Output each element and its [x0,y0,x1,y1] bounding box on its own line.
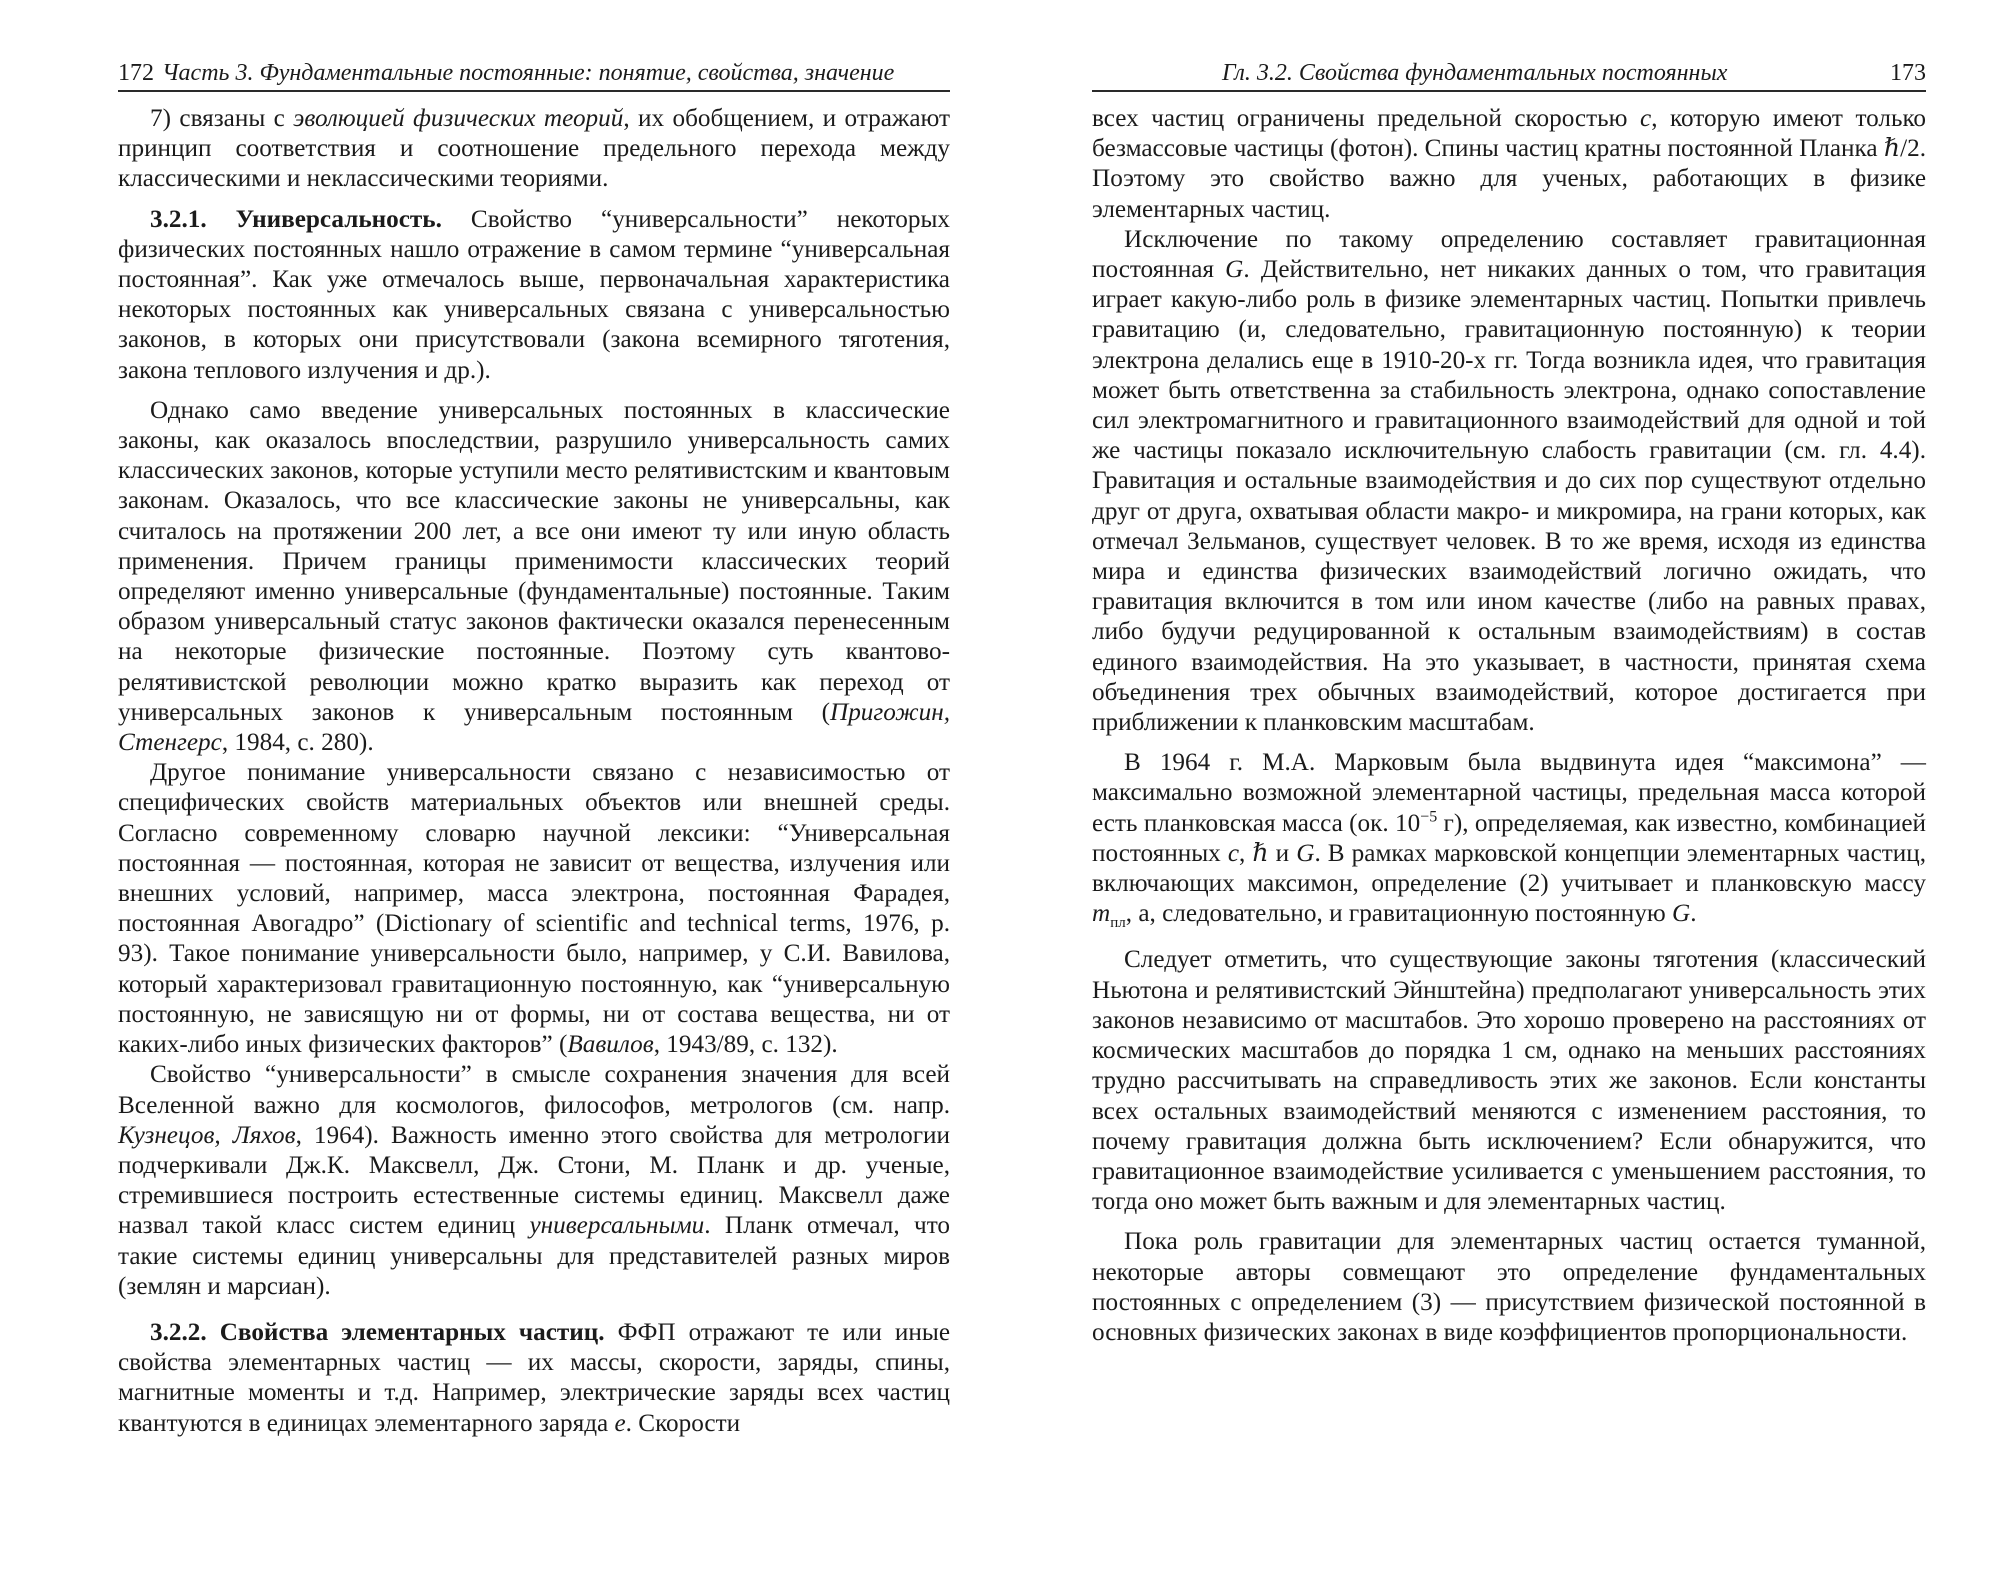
paragraph-gravity-laws: Следует отметить, что существующие законы тяготения (классический Ньютона и релятивистский Эйнштейна) предполагают универсальность этих законов независимо от масштабов. Это хорошо проверено на расстояниях от космических масштабов до порядка 1 см, однако на меньших расстояниях трудно рассчитывать на справедливость этих же законов. Если константы всех остальных взаимодействий меняются с изменением расстояния, то почему гравитация должна быть исключением? Если обнаружится, что гравитационное взаимодействие усиливается с уменьшением расстояния, то тогда оно может быть важным и для элементарных частиц. [1092,946,1926,1216]
right-running-title: Гл. 3.2. Свойства фундаментальных постоянных [1222,60,1728,86]
section-heading-universality: 3.2.1. Универсальность. [150,205,442,233]
section-3-2-1: 3.2.1. Универсальность. Свойство “универсальности” некоторых физических постоянных нашло отражение в самом термине “универсальная постоянная”. Как уже отмечалось выше, первоначальная характеристика некоторых постоянных как универсальных связана с универсальностью законов, в которых они присутствовали (закона всемирного тяготения, закона теплового излучения и др.). [118,205,951,384]
left-page [118,60,950,1439]
section-3-2-2: 3.2.2. Свойства элементарных частиц. ФФП отражают те или иные свойства элементарных частиц — их массы, скорости, заряды, спины, магнитные моменты и т.д. Например, электрические заряды всех частиц квантуются в единицах элементарного заряда e. Скорости [118,1318,950,1437]
right-page-number: 173 [1890,60,1926,86]
paragraph-gravity-role: Пока роль гравитации для элементарных частиц остается туманной, некоторые авторы совмещают это определение фундаментальных постоянных с определением (3) — присутствием физической постоянной в основных физических законах в виде коэффициентов пропорциональности. [1092,1228,1926,1346]
paragraph-other-understanding: Другое понимание универсальности связано с независимостью от специфических свойств материальных объектов или внешней среды. Согласно современному словарю научной лексики: “Универсальная постоянная — постоянная, которая не зависит от вещества, излучения или внешних условий, например, масса электрона, постоянная Фарадея, постоянная Авогадро” (Dictionary of scientific and technical terms, 1976, p. 93). Такое понимание универсальности было, например, у С.И. Вавилова, который характеризовал гравитационную постоянную, как “универсальную постоянную, не зависящую ни от формы, ни от состава вещества, ни от каких-либо иных физических факторов” (Вавилов, 1943/89, с. 132). [118,759,950,1059]
left-running-title: Часть 3. Фундаментальные постоянные: понятие, свойства, значение [162,60,895,86]
paragraph-cosmology-metrology: Свойство “универсальности” в смысле сохранения значения для всей Вселенной важно для космологов, философов, метрологов (см. напр. Кузнецов, Ляхов, 1964). Важность именно этого свойства для метрологии подчеркивали Дж.К. Максвелл, Дж. Стони, М. Планк и др. ученые, стремившиеся построить естественные системы единиц. Максвелл даже назвал такой класс систем единиц универсальными. Планк отмечал, что такие системы единиц универсальны для представителей разных миров (землян и марсиан). [118,1061,950,1300]
paragraph-item-7: 7) связаны с эволюцией физических теорий, их обобщением, и отражают принцип соответствия и соотношение предельного перехода между классическими и неклассическими теориями. [118,105,950,193]
paragraph-gravitation-exception: Исключение по такому определению составляет гравитационная постоянная G. Действительно, нет никаких данных о том, что гравитация играет какую-либо роль в физике элементарных частиц. Попытки привлечь гравитацию (и, следовательно, гравитационную постоянную) к теории электрона делались еще в 1910-20-х гг. Тогда возникла идея, что гравитация может быть ответственна за стабильность электрона, однако сопоставление сил электромагнитного и гравитационного взаимодействий для одной и той же частицы показало исключительную слабость гравитации (см. гл. 4.4). Гравитация и остальные взаимодействия и до сих пор существуют отдельно друг от друга, охватывая области макро- и микромира, на грани которых, как отмечал Зельманов, существует человек. В то же время, исходя из единства мира и единства физических взаимодействий логично ожидать, что гравитация включится в том или ином качестве (либо на равных правах, либо будучи редуцированной к остальным взаимодействиям) в состав единого взаимодействия. На это указывает, в частности, принятая схема объединения трех обычных взаимодействий, которое достигается при приближении к планковским масштабам. [1092,225,1926,737]
paragraph-universal-constants: Однако само введение универсальных постоянных в классические законы, как оказалось впоследствии, разрушило универсальность самих классических законов, которые уступили место релятивистским и квантовым законам. Оказалось, что все классические законы не универсальны, как считалось на протяжении 200 лет, а все они имеют ту или иную область применения. Причем границы применимости классических теорий определяют именно универсальные (фундаментальные) постоянные. Таким образом универсальный статус законов фактически оказался перенесенным на некоторые физические постоянные. Поэтому суть квантово-релятивистской революции можно кратко выразить как переход от универсальных законов к универсальным постоянным (Пригожин, Стенгерс, 1984, с. 280). [118,396,950,757]
left-page-header [118,60,950,92]
paragraph-particle-speeds: всех частиц ограничены предельной скоростью c, которую имеют только безмассовые частицы (фотон). Спины частиц кратны постоянной Планка ℏ/2. Поэтому это свойство важно для ученых, работающих в физике элементарных частиц. [1092,105,1926,223]
right-page-header [1092,60,1926,92]
left-page-number: 172 [118,60,154,86]
paragraph-maximon: В 1964 г. М.А. Марковым была выдвинута идея “максимона” — максимально возможной элементарной частицы, предельная масса которой есть планковская масса (ок. $10^{-5}$ г), определяемая, как известно, комбинацией постоянных c, ℏ и G. В рамках марковской концепции элементарных частиц, включающих максимон, определение (2) учитывает и планковскую массу $m_{пл}$, а, следовательно, и гравитационную постоянную G. [1092,749,1927,932]
section-heading-particles: 3.2.2. Свойства элементарных частиц. [150,1318,605,1346]
right-page [1092,60,1926,1348]
